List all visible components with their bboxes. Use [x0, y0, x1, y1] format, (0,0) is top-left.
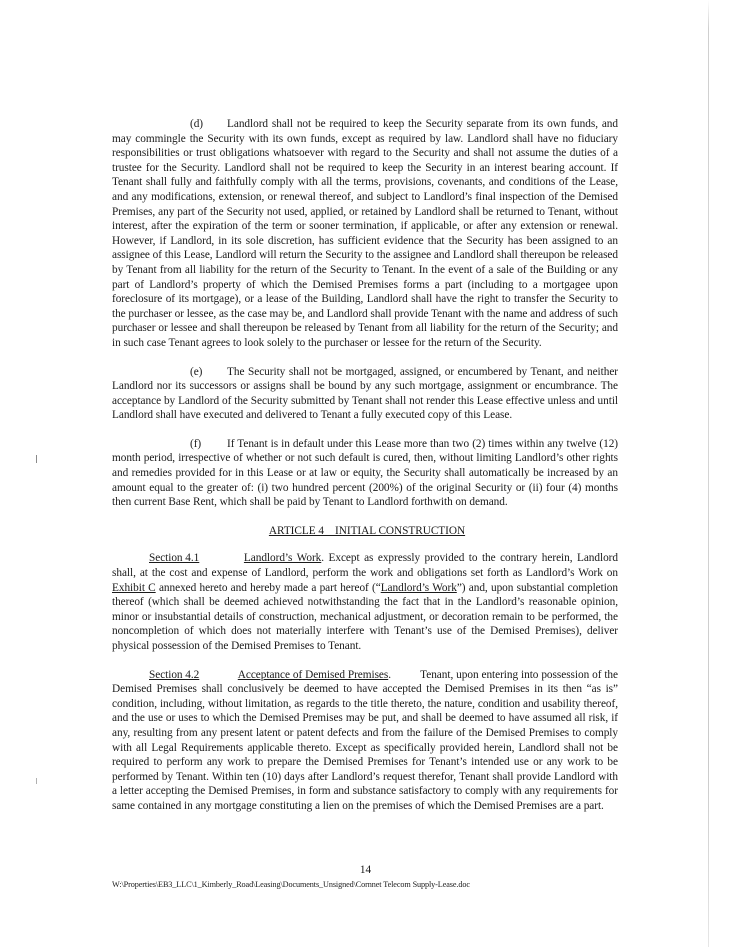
section-title: Acceptance of Demised Premises	[237, 668, 389, 681]
section-text: annexed hereto and hereby made a part hereof (“	[155, 581, 381, 594]
paragraph-text: Landlord shall not be required to keep the Security separate from its own funds, and may commingle the Security with its own funds, except as required by law. Landlord shall have no fiduciary responsibilities or trust obligations whatsoever with regard to the Security and shall not assume the duties of a trustee for the Security. Landlord shall not be required to keep the Security in an interest bearing account. If Tenant shall fully and faithfully comply with all the terms, provisions, covenants, and conditions of the Lease, and any modifications, extension, or renewal thereof, and subject to Landlord’s final inspection of the Demised Premises, any part of the Security not used, applied, or retained by Landlord shall be returned to Tenant, without interest, after the expiration of the term or sooner termination, if applicable, or after any extension or renewal. However, if Landlord, in its sole discretion, has sufficient evidence that the Security has been assigned to an assignee of this Lease, Landlord will return the Security to the assignee and Landlord shall thereupon be released by Tenant from all liability for the return of the Security to Tenant. In the event of a sale of the Building or any part of Landlord’s property of which the Demised Premises forms a part (including to a mortgagee upon foreclosure of its mortgage), or a lease of the Building, Landlord shall have the right to transfer the Security to the purchaser or lessee, as the case may be, and Landlord shall provide Tenant with the name and address of such purchaser or lessee and shall thereupon be released by Tenant from all liability for the return of the Security; and in such case Tenant agrees to look solely to the purchaser or lessee for the return of the Security.	[112, 118, 618, 349]
section-text: ”) and, upon substantial completion thereof (which shall be deemed achieved notwithstanding the fact that in the Landlord’s reasonable opinion, minor or insubstantial details of construction, mechanical adjustment, or decoration remain to be performed, the noncompletion of which does not materially interfere with Tenant’s use of the Demised Premises), deliver physical possession of the Demised Premises to Tenant.	[112, 581, 618, 652]
article-heading	[112, 524, 618, 539]
page-number: 14	[359, 864, 372, 876]
scan-mark	[36, 455, 37, 463]
paragraph-d	[112, 117, 618, 351]
footer-file-path: W:\Properties\EB3_LLC\1_Kimberly_Road\Leasing\Documents_Unsigned\Cornnet Telecom Supply-Lease.doc	[112, 880, 470, 889]
paragraph-label: (e)	[190, 365, 203, 378]
paragraph-label: (f)	[190, 437, 202, 450]
exhibit-reference: Exhibit C	[112, 581, 156, 594]
section-4-2	[112, 668, 621, 814]
paragraph-text: The Security shall not be mortgaged, assigned, or encumbered by Tenant, and neither Landlord nor its successors or assigns shall be bound by any such mortgage, assignment or encumbrance. The acceptance by Landlord of the Security submitted by Tenant shall not render this Lease effective unless and until Landlord shall have executed and delivered to Tenant a fully executed copy of this Lease.	[112, 365, 618, 422]
paragraph-f	[112, 437, 618, 510]
section-text: . Tenant, upon entering into possession of the Demised Premises shall conclusively be deemed to have accepted the Demised Premises in its then “as is” condition, including, without limitation, as regards to the title thereto, the nature, condition and usability thereof, and the use or uses to which the Demised Premises may be put, and shall be deemed to have assumed all risk, if any, resulting from any present latent or patent defects and from the failure of the Demised Premises to comply with all Legal Requirements applicable thereto. Except as specifically provided herein, Landlord shall not be required to perform any work to prepare the Demised Premises for Tenant’s intended use or any work to be performed by Tenant. Within ten (10) days after Landlord’s request therefor, Tenant shall provide Landlord with a letter accepting the Demised Premises, in form and substance satisfactory to comply with any requirements for same contained in any mortgage constituting a lien on the premises of which the Demised Premises are a part.	[112, 668, 621, 812]
defined-term: Landlord’s Work	[380, 581, 457, 594]
paragraph-label: (d)	[190, 118, 204, 130]
section-title: Landlord’s Work	[243, 552, 322, 565]
article-heading-text: ARTICLE 4 INITIAL CONSTRUCTION	[268, 524, 466, 537]
paragraph-text: If Tenant is in default under this Lease more than two (2) times within any twelve (12) month period, irrespective of whether or not such default is cured, then, without limiting Landlord’s other rights and remedies provided for in this Lease or at law or equity, the Security shall automatically be increased by an amount equal to the greater of: (i) two hundred percent (200%) of the original Security or (ii) four (4) months then current Base Rent, which shall be paid by Tenant to Landlord forthwith on demand.	[112, 437, 618, 509]
paragraph-e	[112, 365, 618, 423]
section-4-1	[112, 551, 618, 653]
section-number: Section 4.1	[149, 552, 200, 565]
scan-mark	[36, 778, 37, 784]
document-body	[112, 117, 621, 828]
scan-edge-line	[708, 0, 709, 947]
section-number: Section 4.2	[149, 668, 200, 681]
section-text: . Except as expressly provided to the contrary herein, Landlord shall, at the cost and expense of Landlord, perform the work and obligations set forth as Landlord’s Work on	[112, 552, 618, 580]
